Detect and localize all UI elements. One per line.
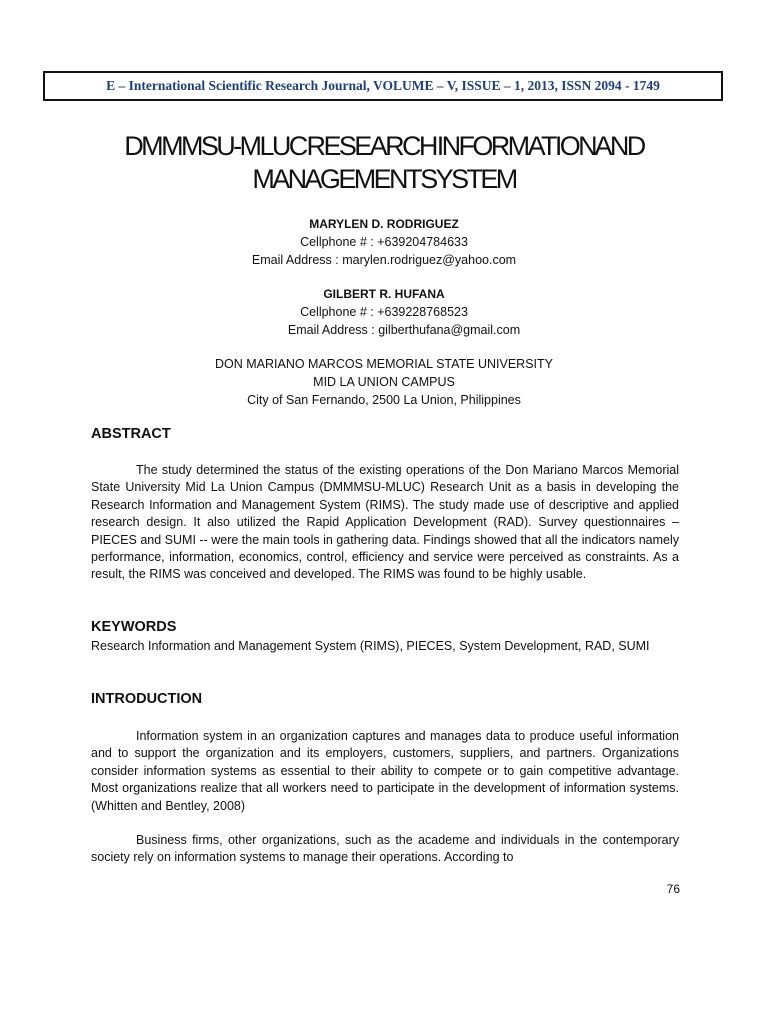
abstract-text: The study determined the status of the existing operations of the Don Mariano Marcos Memorial State University Mid La Union Campus (DMMMSU-MLUC) Research Unit as a basis in developing the Research Information and Management System (RIMS). The study made use of descriptive and applied research design. It also utilized the Rapid Application Development (RAD). Survey questionnaires – PIECES and SUMI -- were the main tools in gathering data. Findings showed that all the indicators namely performance, information, economics, control, efficiency and service were perceived as constraints. As a result, the RIMS was conceived and developed. The RIMS was found to be highly usable.	[91, 463, 679, 582]
author-1-name: MARYLEN D. RODRIGUEZ	[309, 217, 459, 231]
paper-title-line-2: MANAGEMENT SYSTEM	[252, 164, 516, 194]
author-1-email: Email Address : marylen.rodriguez@yahoo.com	[251, 253, 517, 267]
author-2-block	[0, 285, 768, 339]
abstract-heading: ABSTRACT	[91, 426, 171, 442]
introduction-paragraph-1: Information system in an organization captures and manages data to produce useful information and to support the organization and its employers, customers, suppliers, and partners. Organizations consider information systems as essential to their ability to compete or to gain competitive advantage. Most organizations realize that all workers need to participate in the development of information systems. (Whitten and Bentley, 2008)	[91, 729, 679, 813]
affiliation-block	[0, 355, 768, 409]
affiliation-address: City of San Fernando, 2500 La Union, Philippines	[247, 393, 521, 407]
introduction-heading: INTRODUCTION	[91, 691, 203, 707]
author-2-name: GILBERT R. HUFANA	[323, 287, 445, 301]
affiliation-university: DON MARIANO MARCOS MEMORIAL STATE UNIVERSITY	[215, 357, 553, 371]
introduction-paragraph-2: Business firms, other organizations, such as the academe and individuals in the contemporary society rely on information systems to manage their operations. According to	[91, 833, 679, 865]
affiliation-campus: MID LA UNION CAMPUS	[313, 375, 455, 389]
journal-citation: E – International Scientific Research Journal, VOLUME – V, ISSUE – 1, 2013, ISSN 2094 - 1749	[106, 78, 660, 93]
paper-title-line-1: DMMMSU-MLUC RESEARCH INFORMATION AND	[124, 131, 644, 161]
author-1-block	[0, 215, 768, 269]
paper-title	[60, 130, 708, 196]
author-1-phone: Cellphone # : +639204784633	[300, 235, 468, 249]
author-2-email: Email Address : gilberthufana@gmail.com	[287, 323, 521, 337]
journal-header-box	[43, 71, 723, 101]
page-number: 76	[666, 882, 680, 896]
author-2-phone: Cellphone # : +639228768523	[300, 305, 468, 319]
keywords-heading: KEYWORDS	[91, 619, 177, 635]
keywords-text: Research Information and Management System (RIMS), PIECES, System Development, RAD, SUMI	[91, 639, 650, 653]
